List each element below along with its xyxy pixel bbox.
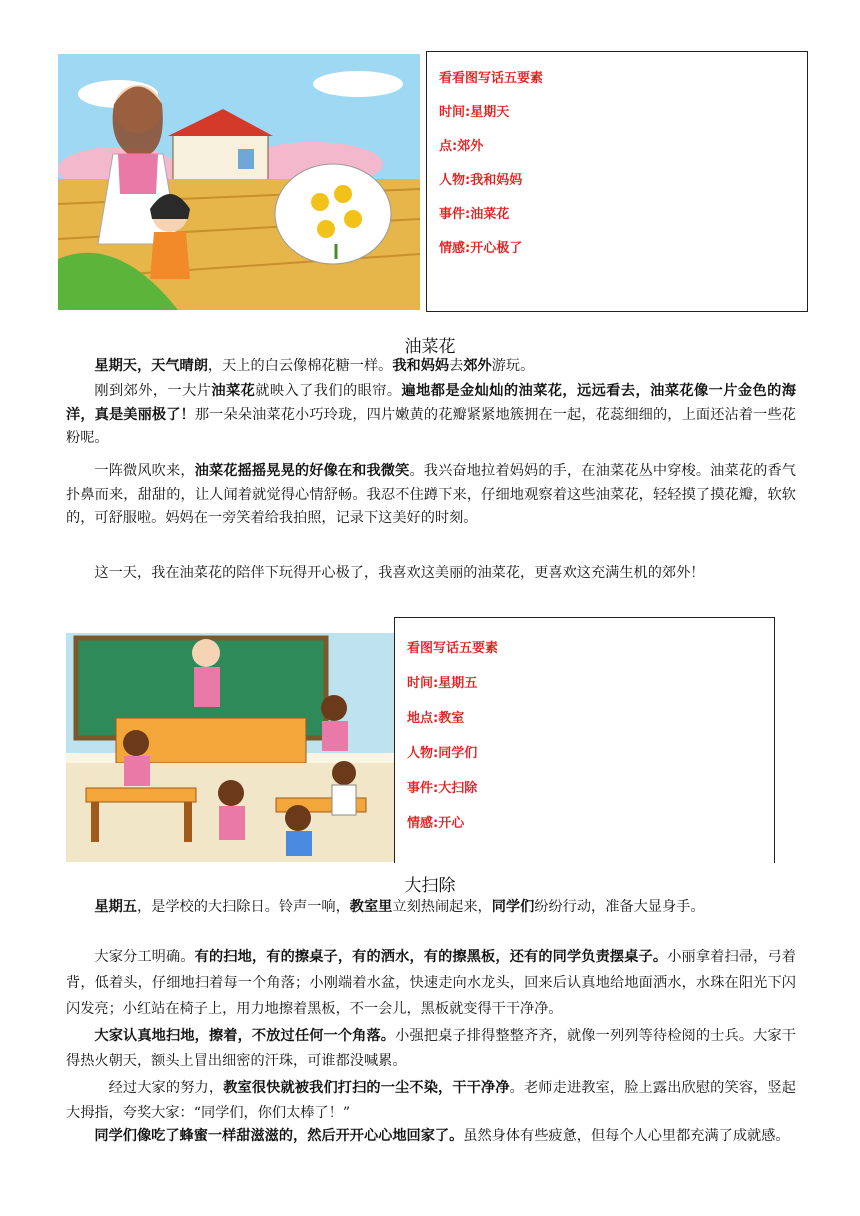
essay1-paragraph-1: 星期天，天气晴朗，天上的白云像棉花糖一样。我和妈妈去郊外游玩。 bbox=[94, 358, 535, 374]
illustration-classroom-cleaning bbox=[66, 633, 394, 862]
essay1-paragraph-4: 这一天，我在油菜花的陪伴下玩得开心极了，我喜欢这美丽的油菜花，更喜欢这充满生机的郊外！ bbox=[94, 565, 705, 581]
essay-title-1: 油菜花 bbox=[404, 337, 456, 357]
essay2-paragraph-2: 大家分工明确。有的扫地，有的擦桌子，有的洒水，有的擦黑板，还有的同学负责摆桌子。小丽拿着扫帚，弓着背，低着头，仔细地扫着每一个角落；小刚端着水盆，快速走向水龙头，回来后认真地给地面洒水，水珠在阳光下闪闪发亮；小红站在椅子上，用力地擦着黑板，不一会儿，黑板就变得干干净净。 bbox=[66, 949, 796, 1017]
essay-title-2: 大扫除 bbox=[404, 876, 456, 896]
box-heading: 看看图写话五要素 bbox=[439, 71, 544, 86]
essay2-paragraph-4: 经过大家的努力，教室很快就被我们打扫的一尘不染，干干净净。老师走进教室，脸上露出欣慰的笑容，竖起大拇指，夸奖大家：“同学们，你们太棒了！” bbox=[66, 1080, 796, 1121]
box-people: 人物:同学们 bbox=[407, 746, 478, 761]
box-event: 事件:油菜花 bbox=[439, 207, 510, 222]
essay2-paragraph-1: 星期五，是学校的大扫除日。铃声一响，教室里立刻热闹起来，同学们纷纷行动，准备大显身手。 bbox=[94, 899, 705, 915]
essay1-paragraph-3: 一阵微风吹来，油菜花摇摇晃晃的好像在和我微笑。我兴奋地拉着妈妈的手，在油菜花丛中穿梭。油菜花的香气扑鼻而来，甜甜的，让人闻着就觉得心情舒畅。我忍不住蹲下来，仔细地观察着这些油菜花，轻轻摸了摸花瓣，软软的，可舒服啦。妈妈在一旁笑着给我拍照，记录下这美好的时刻。 bbox=[66, 463, 796, 526]
box-place: 地点:教室 bbox=[407, 711, 465, 726]
box-heading: 看图写话五要素 bbox=[407, 641, 499, 656]
box-emotion: 情感:开心极了 bbox=[439, 241, 523, 256]
illustration-rapeseed-field bbox=[58, 54, 420, 310]
box-people: 人物:我和妈妈 bbox=[439, 173, 523, 188]
box-place: 点:郊外 bbox=[439, 139, 484, 154]
box-event: 事件:大扫除 bbox=[407, 781, 478, 796]
five-elements-box-2 bbox=[394, 617, 775, 863]
box-emotion: 情感:开心 bbox=[407, 816, 465, 831]
essay2-paragraph-5: 同学们像吃了蜂蜜一样甜滋滋的，然后开开心心地回家了。虽然身体有些疲惫，但每个人心里都充满了成就感。 bbox=[94, 1128, 790, 1144]
essay1-paragraph-2: 刚到郊外，一大片油菜花就映入了我们的眼帘。遍地都是金灿灿的油菜花，远远看去，油菜花像一片金色的海洋，真是美丽极了！那一朵朵油菜花小巧玲珑，四片嫩黄的花瓣紧紧地簇拥在一起，花蕊细细的，上面还沾着一些花粉呢。 bbox=[66, 383, 796, 446]
box-time: 时间:星期五 bbox=[407, 676, 478, 691]
essay2-paragraph-3: 大家认真地扫地，擦着，不放过任何一个角落。小强把桌子排得整整齐齐，就像一列列等待检阅的士兵。大家干得热火朝天，额头上冒出细密的汗珠，可谁都没喊累。 bbox=[66, 1028, 796, 1069]
five-elements-box-1 bbox=[426, 51, 808, 312]
box-time: 时间:星期天 bbox=[439, 105, 510, 120]
